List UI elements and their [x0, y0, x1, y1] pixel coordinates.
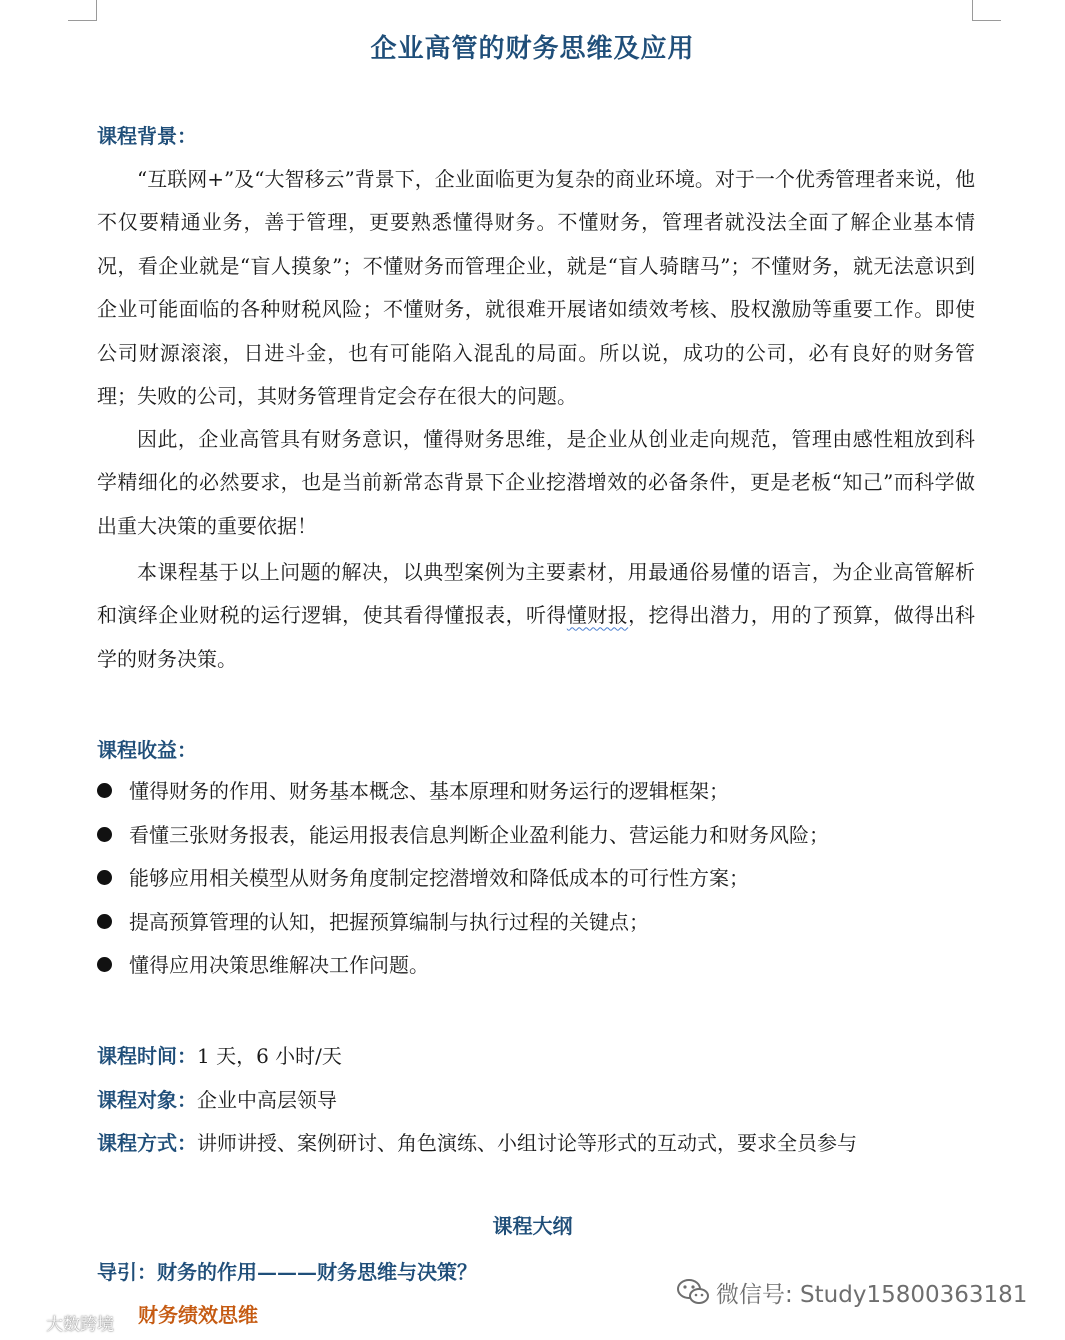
- list-item: [97, 857, 975, 901]
- crop-mark-top-right: [972, 0, 1001, 21]
- list-item: [97, 944, 975, 988]
- background-paragraph-3: [97, 551, 975, 681]
- paragraph-text: “互联网+”及“大智移云”背景下，企业面临更为复杂的商业环境。对于一个优秀管理者来说，他不仅要精通业务，善于管理，更要熟悉懂得财务。不懂财务，管理者就没法全面了解企业基本情况，看企业就是“盲人摸象”；不懂财务而管理企业，就是“盲人骑瞎马”；不懂财务，就无法意识到企业可能面临的各种财税风险；不懂财务，就很难开展诸如绩效考核、股权激励等重要工作。即使公司财源滚滚，日进斗金，也有可能陷入混乱的局面。所以说，成功的公司，必有良好的财务管理；失败的公司，其财务管理肯定会存在很大的问题。: [97, 167, 975, 409]
- list-item-text: 懂得财务的作用、财务基本概念、基本原理和财务运行的逻辑框架；: [129, 779, 729, 803]
- list-item-text: 看懂三张财务报表，能运用报表信息判断企业盈利能力、营运能力和财务风险；: [129, 822, 829, 847]
- wechat-icon: [676, 1277, 710, 1307]
- background-paragraph-1: [97, 158, 975, 418]
- crop-mark-top-left: [68, 0, 97, 21]
- info-value: 1 天，6 小时/天: [197, 1044, 342, 1068]
- list-item-text: 能够应用相关模型从财务角度制定挖潜增效和降低成本的可行性方案；: [129, 866, 749, 891]
- bullet-icon: [97, 870, 112, 885]
- info-value: 企业中高层领导: [197, 1088, 337, 1112]
- course-format: [97, 1127, 857, 1156]
- outline-intro: 导引：财务的作用———财务思维与决策？: [97, 1260, 477, 1284]
- background-paragraph-2: [97, 418, 975, 548]
- info-label: 课程时间：: [97, 1044, 197, 1068]
- benefits-list: [97, 770, 975, 988]
- list-item: [97, 770, 975, 814]
- list-item-text: 提高预算管理的认知，把握预算编制与执行过程的关键点；: [129, 909, 649, 934]
- benefits-heading: 课程收益：: [97, 738, 197, 762]
- background-heading: 课程背景：: [97, 124, 197, 148]
- outline-section-1: 财务绩效思维: [138, 1303, 258, 1327]
- document-title: 企业高管的财务思维及应用: [370, 34, 695, 64]
- outline-title: 课程大纲: [492, 1214, 573, 1238]
- spellcheck-marked-text: 懂财报: [566, 603, 629, 628]
- bullet-icon: [97, 827, 112, 842]
- bullet-icon: [97, 957, 112, 972]
- bullet-icon: [97, 783, 112, 798]
- paragraph-text: 本课程基于以上问题的解决，以典型案例为主要素材，用最通俗易懂的语言，为企业高管解析和演绎企业财税的运行逻辑，使其看得懂报表，听得: [97, 560, 975, 628]
- paragraph-text: ，挖得出潜力，用的了预算，做得出科学的财务决策。: [97, 603, 976, 671]
- course-duration: [97, 1040, 342, 1069]
- info-label: 课程对象：: [97, 1088, 197, 1112]
- info-label: 课程方式：: [97, 1131, 197, 1155]
- wechat-watermark: [676, 1274, 1027, 1310]
- list-item: [97, 901, 975, 945]
- bullet-icon: [97, 914, 112, 929]
- info-value: 讲师讲授、案例研讨、角色演练、小组讨论等形式的互动式，要求全员参与: [197, 1131, 857, 1155]
- wechat-id-text: 微信号: Study15800363181: [716, 1281, 1028, 1308]
- list-item-text: 懂得应用决策思维解决工作问题。: [129, 953, 429, 978]
- logo-icon: [2, 1311, 42, 1333]
- logo-text: 大数跨境: [46, 1314, 114, 1335]
- paragraph-text: 因此，企业高管具有财务意识，懂得财务思维，是企业从创业走向规范，管理由感性粗放到科学精细化的必然要求，也是当前新常态背景下企业挖潜增效的必备条件，更是老板“知己”而科学做出重大决策的重要依据！: [97, 427, 975, 538]
- course-audience: [97, 1084, 337, 1113]
- logo-watermark: [2, 1308, 114, 1336]
- list-item: [97, 814, 975, 858]
